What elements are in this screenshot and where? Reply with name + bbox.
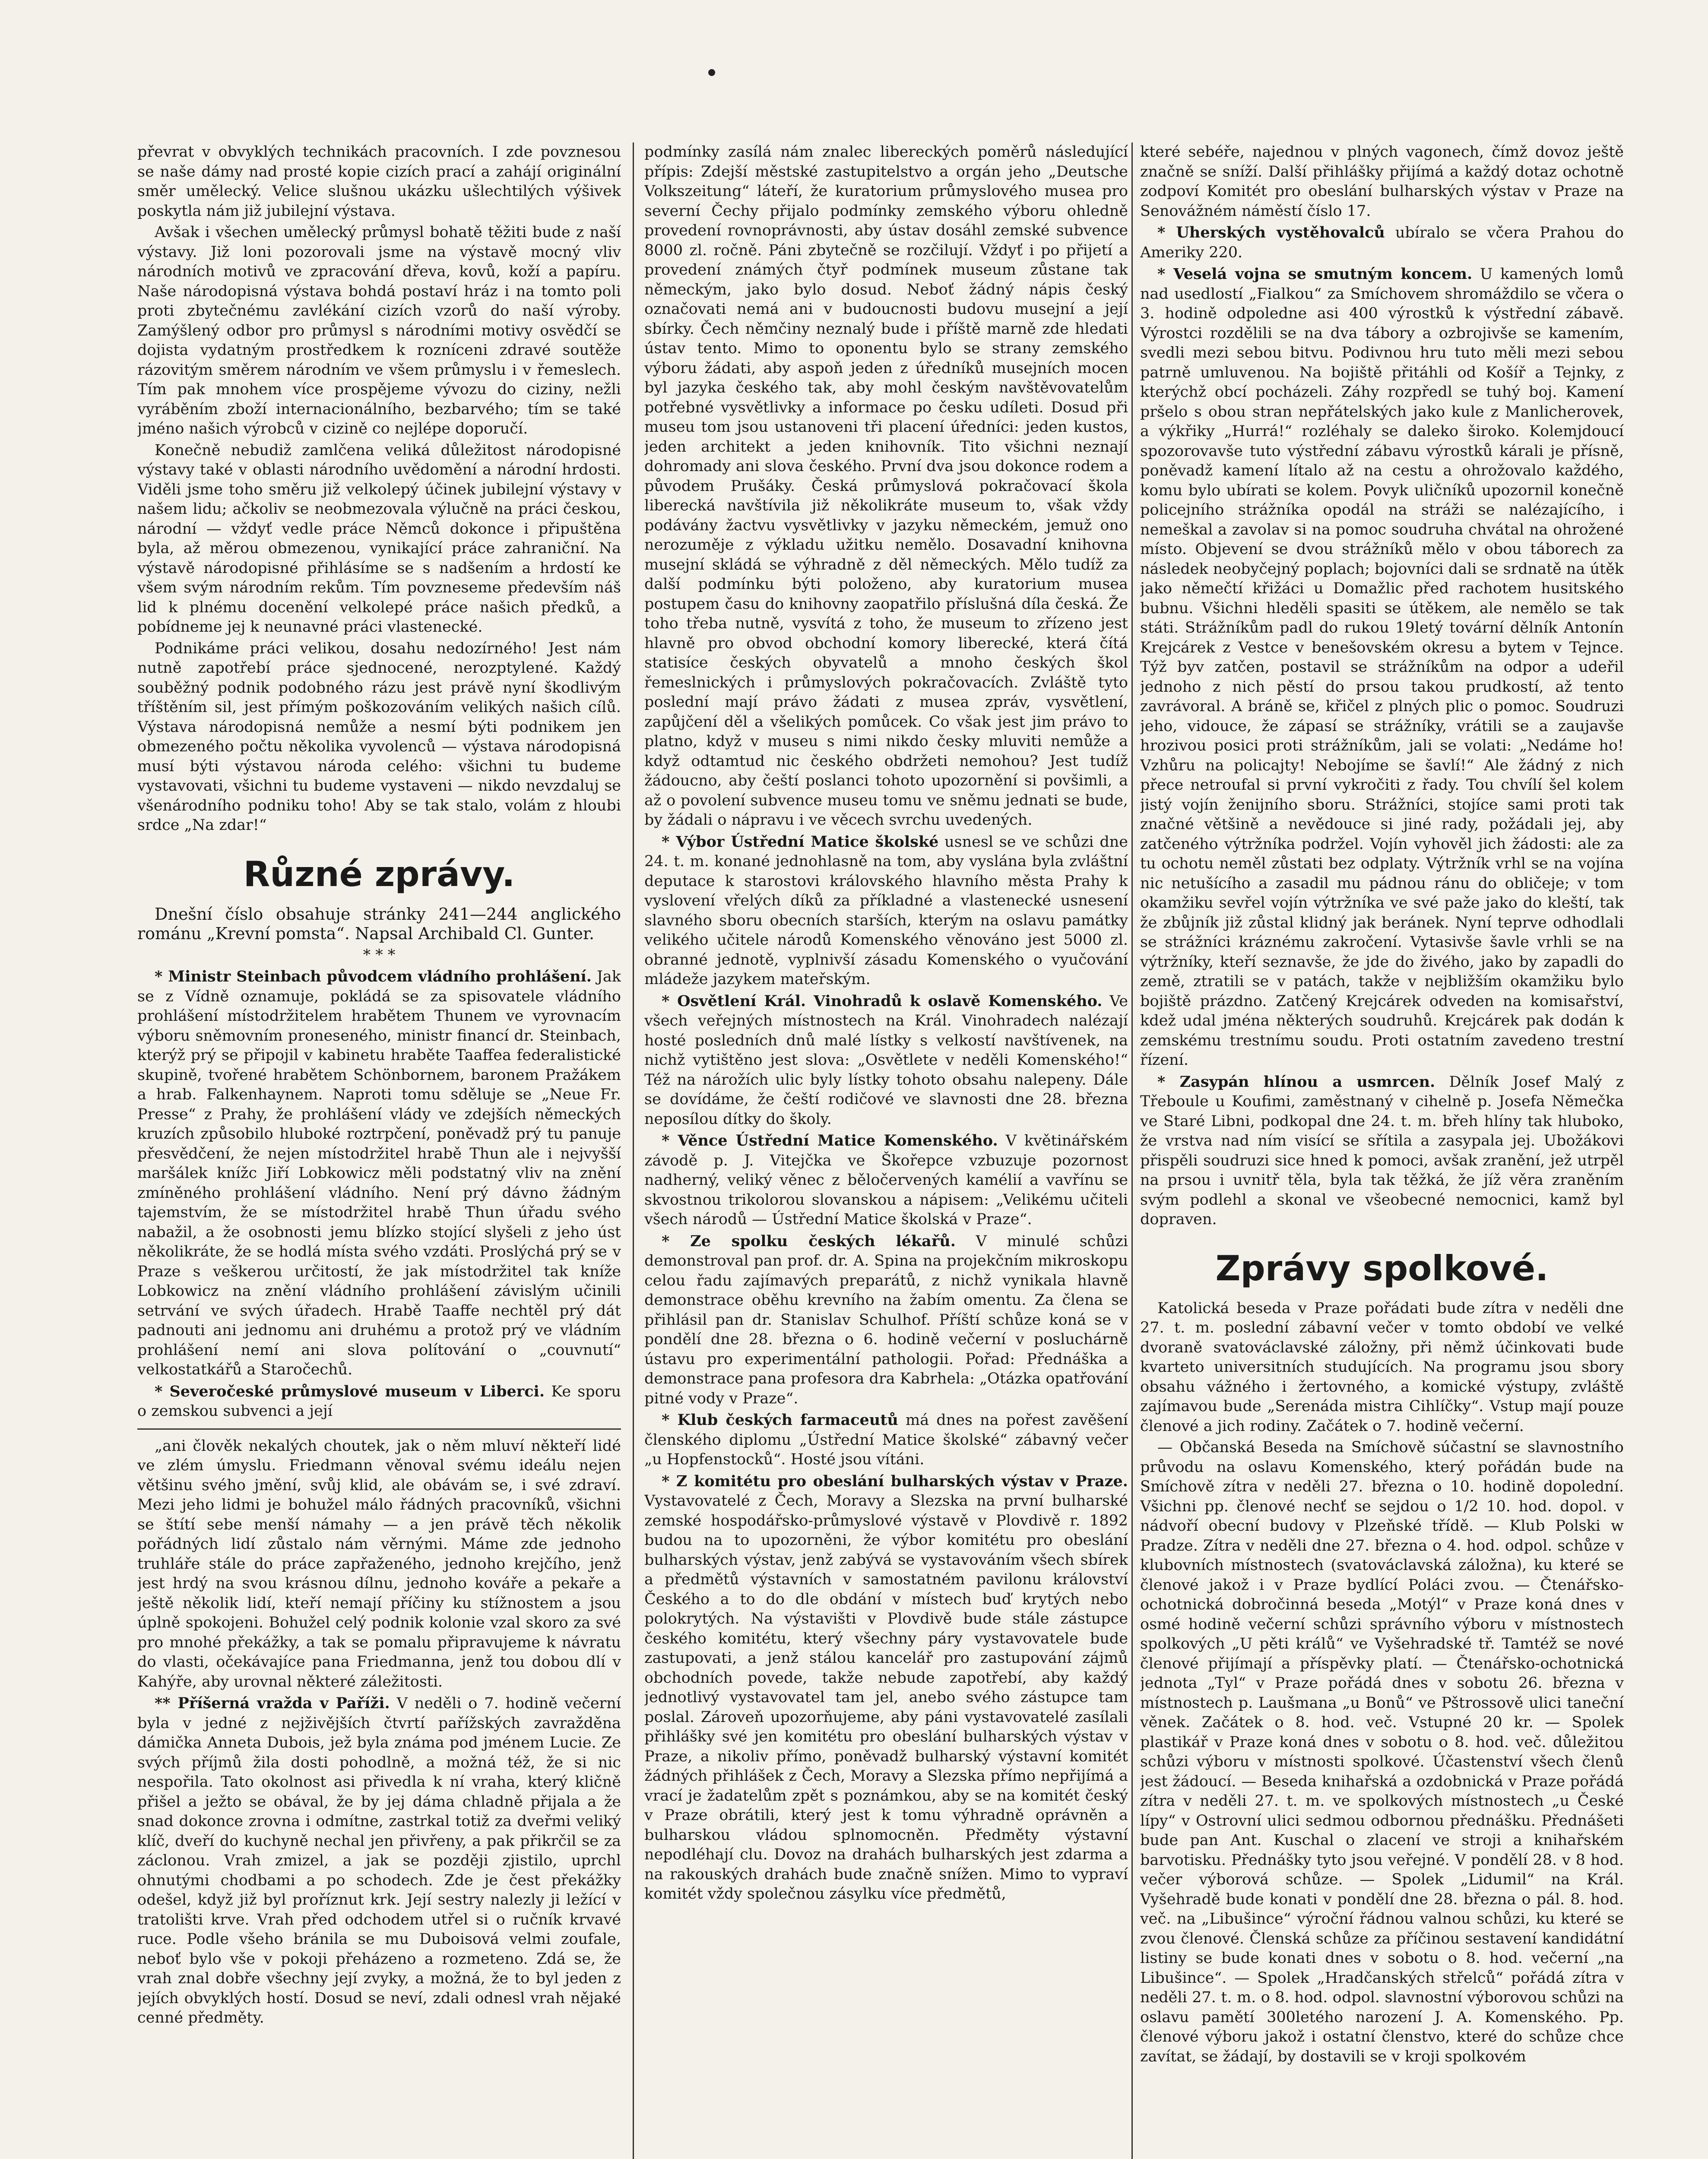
news-headline: * Veselá vojna se smutným koncem. [1157,265,1473,283]
article-paragraph: Avšak i všechen umělecký průmysl bohatě těžiti bude z naší výstavy. Již loni pozorovali jsme na výstavě mocný vliv národních motivů ve zpracování dřeva, kovů, koží a papíru. Naše národopisná výstava bohdá postaví hráz i na tomto poli proti zbytečnému zavlékání cizích vzorů do naší výroby. Zamýšlený odbor pro průmysl s národními motivy osvědčí se dojista vydatným prostředkem k rozníceni zdravé soutěže rázovitým směrem národním ve všem průmyslu i v řemeslech. Tím pak mnohem více prospějeme vývozu do ciziny, nežli vyráběním zboží internacionálního, bezbarvého; tím se také jméno našich výrobců v cizině co nejlépe doporučí. [137,224,621,437]
article-paragraph: Konečně nebudiž zamlčena veliká důležitost národopisné výstavy také v oblasti národního uvědomění a národní hrdosti. Viděli jsme toho směru již velkolepý účinek jubilejní výstavy v našem lidu; ačkoliv se neobmezovala výlučně na práci českou, národní — vždyť vedle práce Němců dokonce i připuštěna byla, až měrou obmezenou, vynikající práce zahraniční. Na výstavě národopisné přihlásíme se s nadšením a hrdostí ke všem svým národním rekům. Tím povzneseme především náš lid k plnému docenění velkolepé práce našich předků, a pobídneme jej k neunavné práci vlastenecké. [137,441,621,636]
news-item-museum [137,1382,621,1421]
news-item-vystehovalcu [1140,223,1624,263]
news-item-matice [644,832,1128,990]
news-body: V květinářském závodě p. J. Vitejčka ve Škořepce vzbuzuje pozornost nadherný, veliký věnec z běločervených kamélií a vavřínu se skvostnou trikolorou slovanskou a nápisem: „Velikému učiteli všech národů — Ústřední Matice školská v Praze“. [644,1132,1128,1228]
news-headline: * Uherských vystěhovalců [1157,224,1385,241]
article-paragraph: převrat v obvyklých technikách pracovních. I zde povznesou se naše dámy nad prosté kopie cizích prací a zahájí originální směr umělecký. Velice slušnou ukázku ušlechtilých výšivek poskytla nám již jubilejní výstava. [137,143,621,220]
section-title-ruzne-zpravy: Různé zprávy. [243,854,515,894]
news-item-bulhar [644,1472,1128,1904]
news-continuation: které sebéře, najednou v plných vagonech, čímž dovoz ještě značně se sníží. Další přihlášky přijímá a každý dotaz ochotně zodpoví Komitét pro obeslání bulharských výstav v Praze na Senovážném náměstí číslo 17. [1140,143,1624,220]
news-headline: * Výbor Ústřední Matice školské [662,833,939,851]
feuilleton-text: „ani člověk nekalých choutek, jak o něm mluví někteří lidé ve zlém úmyslu. Friedmann věnoval svému ideálu nejen většinu svého jmění, svůj klid, ale obávám se, i své zdraví. Mezi jeho lidmi je bohužel málo řádných pracovníků, všichni se štítí sebe menší námahy — a jen právě těch několik pořádných lidí zůstalo nám věrnými. Máme zde jednoho truhláře stále do práce zapřaženého, jednoho krejčího, jenž jest hrdý na svou krásnou dílnu, jednoho kováře a pekaře a ještě několik lidí, kteří nemají příčiny ku stížnostem a jsou úplně spokojeni. Bohužel celý podnik kolonie vzal skoro za své pro mnohé překážky, a tak se pomalu připravujeme k návratu do vlasti, očekávajíce pana Friedmanna, jenž tou dobou dlí v Kahýře, aby urovnal některé záležitosti. [137,1437,621,1690]
news-headline: * Zasypán hlínou a usmrcen. [1157,1073,1435,1091]
feuilleton-divider [137,1428,621,1430]
society-news: — Občanská Beseda na Smíchově súčastní se slavnostního průvodu na oslavu Komenského, který pořádán bude na Smíchově zítra v neděli 27. března o 10. hodině dopolední. Všichni pp. členové nechť se sejdou o 1/2 10. hod. dopol. v nádvoří obecní budovy v Plzeňské třídě. — Klub Polski w Pradze. Zítra v neděli dne 27. března o 4. hod. odpol. schůze v klubovních místnostech (svatováclavská záložna), ku které se členové jakož i v Praze bydlící Poláci zvou. — Čtenářsko-ochotnická dobročinná beseda „Motýl“ v Praze koná dnes v osmé hodině večerní schůzi správního výboru v místnostech spolkových „U pěti králů“ ve Vyšehradské tř. Tamtéž se nové členové přijímají a příspěvky platí. — Čtenářsko-ochotnická jednota „Tyl“ v Praze pořádá dnes v sobotu 26. března v místnostech p. Laušmana „u Bonů“ ve Pštrossově ulici taneční věnek. Začátek o 8. hod. več. Vstupné 20 kr. — Spolek plastikář v Praze koná dnes v sobotu o 8. hod. več. důležitou schůzi výboru v místnosti spolkové. Účastenství všech členů jest žádoucí. — Beseda knihařská a ozdobnická v Praze pořádá zítra v neděli 27. t. m. ve spolkových místnostech „u České lípy“ v Ostrovní ulici sedmou odbornou přednášku. Přednášeti bude pan Ant. Kuschal o zlacení ve stroji a knihařském barvotisku. Přednášky tyto jsou veřejné. V pondělí 28. v 8 hod. večer výborová schůze. — Spolek „Lidumil“ na Král. Vyšehradě bude konati v pondělí dne 28. března o pál. 8. hod. več. na „Libušince“ výroční řádnou valnou schůzi, ku které se zvou členové. Členská schůze za příčinou sestavení kandidátní listiny se bude konati dnes v sobotu o 8. hod. večerní „na Libušince“. — Spolek „Hradčanských střelců“ pořádá zítra v neděli 27. t. m. o 8. hod. odpol. slavnostní výborovou schůzi na oslavu pamětí 300letého narození J. A. Komenského. Pp. členové výboru jakož i ostatní členstvo, které do schůze chce zavítat, se žádají, by dostavili se v kroji spolkovém [1140,1439,1624,2065]
society-news: Katolická beseda v Praze pořádati bude zítra v neděli dne 27. t. m. poslední zábavní večer v tomto období ve velké dvoraně svatováclavské záložny, při němž účinkovati bude kvarteto universitních studujících. Na programu jsou sbory obsahu vážného i žertovného, a komické výstupy, zvláště zajímavou bude „Serenáda mistra Cihlíčky“. Vstup mají pouze členové a jich rodiny. Začátek o 7. hodině večerní. [1140,1299,1624,1435]
column-3 [1140,142,1624,2159]
news-body: ubíralo se včera Prahou do Ameriky 220. [1140,224,1624,261]
news-headline: * Severočeské průmyslové museum v Liberci. [155,1382,545,1400]
news-body: Jak se z Vídně oznamuje, pokládá se za spisovatele vládního prohlášení místodržitelem hrabětem Thunem ve vyrovnacím výboru sněmovním proneseného, ministr financí dr. Steinbach, kterýž prý se připojil v kabinetu hraběte Taaffea federalistické skupině, tvořené hrabětem Schönbornem, baronem Pražákem a hrab. Falkenhaynem. Naproti tomu sděluje se „Neue Fr. Presse“ z Prahy, že prohlášení vlády ve zdejších německých kruzích způsobilo hluboké roztrpčení, poněvadž prý tu panuje přesvědčení, že nejen místodržitel hrabě Thun ale i nejvyšší maršálek knížc Jiří Lobkowicz měli podstatný vliv na znění zmíněného prohlášení vládního. Není prý dávno žádným tajemstvím, že se místodržitel hrabě Thun úřadu svého nabažil, a že osobnosti jemu blízko stojící slyšeli z jeho úst několikráte, že se hodlá místa svého vzdáti. Proslýchá prý se v Praze s veškerou určitostí, že jak místodržitel tak kníže Lobkowicz na znění vládního prohlášení závislým učinili setrvání ve svých úřadech. Hrabě Taaffe nechtěl prý dát padnouti ani jednomu ani druhému a protož prý ve vládním prohlášení nemí ani slova polítování o „couvnutí“ velkostatkářů a Staročechů. [137,968,621,1378]
column-divider [1131,142,1133,2159]
news-body: má dnes na pořest zavěšení členského diplomu „Ústřední Matice školské“ zábavný večer „u Hopfenstocků“. Hosté jsou vítáni. [644,1412,1128,1468]
news-body: Ke sporu o zemskou subvenci a její [137,1383,621,1420]
column-2 [644,142,1128,2159]
news-item-hlina [1140,1072,1624,1230]
news-headline: * Ministr Steinbach původcem vládního prohlášení. [155,968,592,985]
news-body: U kamených lomů nad usedlostí „Fialkou“ za Smíchovem shromáždilo se včera o 3. hodině odpoledne asi 400 výrostků k výstřední zábavě. Výrostci rozdělili se na dva tábory a ozbrojivše se kamením, svedli mezi sebou bitvu. Podivnou hru tuto měli mezi sebou patrně umluvenou. Na bojiště přitáhli od Košíř a Tejnky, z kterýchž obcí pocházeli. Záhy rozpředl se tuhý boj. Kamení pršelo s obou stran nepřátelských jako kule z Manlicherovek, a výkřiky „Hurrá!“ rozléhaly se daleko široko. Kolemjdoucí spozorovavše tuto výstřední zábavu výrostků kárali je přísně, poněvadž kamení lítalo až na cestu a ohrožovalo každého, komu bylo ubírati se kolem. Povyk uličníků upozornil konečně policejního strážníka opodál na stráži se nalézajícího, i nemeškal a zavolav si na pomoc soudruha chvátal na ohrožené místo. Objevení se dvou strážníků mělo v obou táborech za následek neobyčejný poplach; bojovníci dali se srdnatě na útěk jako němečtí křižáci u Domažlic před rachotem husitského bubnu. Všichni hleděli spasiti se útěkem, ale nemělo se tak státi. Strážníkům padl do rukou 19letý tovární dělník Antonín Krejcárek z Vestce v benešovském okresu a bytem v Tejnce. Týž byv zatčen, postavil se strážníkům na odpor a udeřil jednoho z nich pěstí do prsou takou prudkostí, až tento zavrávoral. A bráně se, křičel z plných plic o pomoc. Soudruzi jeho, vidouce, že zápasí se strážníky, vrátili se a zaujavše hrozivou posici proti strážníkům, jali se volati: „Nedáme ho! Vzhůru na policajty! Nebojíme se šavlí!“ Ale žádný z nich přece netroufal si první vykročiti z řady. Tou chvílí šel kolem jistý vojín ženijního sboru. Strážníci, stojíce sami proti tak značné většině a nevědouce si jiné rady, požádali jej, aby zatčeného výtržníka podržel. Vojín vyhověl jich žádosti: ale za tu ochotu neměl zůstati bez odplaty. Výtržník vrhl se na vojína nic netušícího a zasadil mu pádnou ránu do obličeje; v tom okamžiku sevřel vojín výtržníka ve své paže jako do kleští, tak že zbůjník již zůstal klidný jak beránek. Nyní teprve odhodlali se strážníci kráznému zakročení. Vytasivše šavle vrhli se na výtržníky, kteří seznavše, že jde do živého, jako by zapadli do země, ztratili se v patách, takže v nejbližším okamžiku bylo bojiště prázdno. Zatčený Krejcárek odveden na komisařství, kdež udal jména některých soudruhů. Krejcárek pak dodán k zemskému trestnímu soudu. Proti ostatním zavedeno trestní řízení. [1140,266,1624,1069]
news-headline: * Klub českých farmaceutů [662,1411,898,1429]
news-body: Dělník Josef Malý z Třeboule u Koufimi, zaměstnaný v cihelně p. Josefa Němečka ve Staré Libni, podkopal dne 24. t. m. břeh hlíny tak hluboko, že vrstva nad ním visící se sřítila a zasypala jej. Ubožákovi přispěli soudruzi sice hned k pomoci, avšak zranění, jež utrpěl na prsou i uvnitř těla, byla tak těžká, že jíž věra zraněním svým podlehl a skonal ve všeobecné nemocnici, kamž byl dopraven. [1140,1073,1624,1228]
news-continuation: podmínky zasílá nám znalec libereckých poměrů následující přípis: Zdejší městské zastupitelstvo a orgán jeho „Deutsche Volkszeitung“ láteří, že kuratorium průmyslového musea pro severní Čechy přijalo podmínky zemského výboru ohledně provedení rovnoprávnosti, aby ústav dosáhl zemské subvence 8000 zl. ročně. Páni zbytečně se rozčilují. Vždyť i po přijetí a provedení známých čtyř podmínek museum zůstane tak německým, jako bylo dosud. Neboť žádný nápis český označovati nemá ani v budoucnosti budovu musejní a její sbírky. Čech němčiny neznalý bude i příště marně zde hledati ústav tento. Mimo to oponentu bylo se strany zemského výboru žádati, aby aspoň jeden z úředníků musejních mocen byl jazyka českého tak, aby mohl českým navštěvovatelům potřebné vysvětlivky a informace po česku udíleti. Dosud při museu tom jsou ustanoveni tři placení úředníci: jeden kustos, jeden architekt a jeden knihovník. Tito všichni neznají dohromady ani slova českého. První dva jsou dokonce rodem a původem Prušáky. Česká průmyslová pokračovací škola liberecká navštívila již několikráte museum to, však vždy podávány žactvu vysvětlivky v jazyku německém, jemuž ono nerozuměje z výkladu užitku nemělo. Dosavadní knihovna musejní skládá se výhradně z děl německých. Mělo tudíž za další podmínku býti položeno, aby kuratorium musea postupem času do knihovny zaopatřilo příslušná díla česká. Že toho třeba nutně, vysvítá z toho, že museum to zřízeno jest hlavně pro obvod obchodní komory liberecké, která čítá statisíce českých obyvatelů a mnoho českých škol řemeslnických i průmyslových pokračovacích. Zvláště tyto poslední mají právo žádati z musea zpráv, vysvětlení, zapůjčení děl a všelikých pomůcek. Co však jest jim právo to platno, když v museu s nimi nikdo česky mluviti nemůže a když odtamtud nic českého obdržeti nemohou? Jest tudíž žádoucno, aby čeští poslanci tohoto upozornění si povšimli, a až o povolení subvence museu tomu ve sněmu jednati se bude, by žádali o nápravu i ve věcech svrchu uvedených. [644,143,1128,829]
section-title-zpravy-spolkove: Zprávy spolkové. [1215,1248,1549,1288]
column-1 [137,142,621,2159]
news-item-steinbach [137,967,621,1380]
news-item-lekaru [644,1231,1128,1409]
news-item-vinohrady [644,991,1128,1130]
novel-notice: Dnešní číslo obsahuje stránky 241—244 anglického románu „Krevní pomsta“. Napsal Archibald Cl. Gunter. [137,904,621,943]
news-headline: * Ze spolku českých lékařů. [662,1232,956,1250]
print-mark [708,69,715,76]
news-body: Vystavovatelé z Čech, Moravy a Slezska na první bulharské zemské hospodářsko-průmyslové výstavě v Plovdivě r. 1892 budou na to upozorněni, že výbor komitétu pro obeslání bulharských výstav, jenž zabývá se vystavováním všech sbírek a předmětů výstavních v samostatném pavilonu království Českého a to do dle obdání v místech buď krytých nebo polokrytých. Na výstavišti v Plovdivě bude stále zástupce českého komitétu, který všechny páry vystavovatele bude zastupovati, a jenž stálou kancelář pro zastupování zájmů obchodních povede, takže nebude zapotřebí, aby každý jednotlivý vystavovatel tam jel, anebo svého zástupce tam poslal. Zároveň upozorňujeme, aby páni vystavovatelé zasílali přihlášky své jen komitétu pro obeslání bulharských výstav v Praze, a nikoliv přímo, poněvadž bulharský výstavní komitét žádných přihlášek z Čech, Moravy a Slezska přímo nepřijímá a vrací je žadatelům zpět s poznámkou, aby se na komitét český v Praze obrátili, který jest k tomu výhradně oprávněn a bulharskou vládou splnomocněn. Předměty výstavní nepodléhají clu. Dovoz na drahách bulharských jest zdarma a na rakouských drahách bude značně snížen. Mimo to vypraví komitét vždy společnou zásylku více předmětů, [644,1492,1128,1903]
news-body: usnesl se ve schůzi dne 24. t. m. konané jednohlasně na tom, aby vyslána byla zvláštní deputace k starostovi královského hlavního města Prahy k vyslovení vřelých díků za příkladné a vlastenecké usnesení slavného sboru obecních starších, kterým na oslavu památky velikého učitele národů Komenského věnováno jest 5000 zl. obranné jednotě, vyplnivší zásadu Komenského o vyučování mládeže jazykem mateřským. [644,833,1128,988]
news-body: V minulé schůzi demonstroval pan prof. dr. A. Spina na projekčním mikroskopu celou řadu zajímavých preparátů, z nichž vynikala hlavně demonstrace oběhu krevního na žabím omentu. Za člena se přihlásil pan dr. Stanislav Schulhof. Příští schůze koná se v pondělí dne 28. března o 6. hodině večerní v posluchárně ústavu pro experimentální pathologii. Pořad: Přednáška a demonstrace pana profesora dra Kabrhela: „Otázka opatřování pitné vody v Praze“. [644,1232,1128,1407]
column-divider [633,142,634,2159]
news-item-farmaceutu [644,1410,1128,1470]
news-headline: * Z komitétu pro obeslání bulharských výstav v Praze. [662,1472,1128,1490]
news-headline: ** Příšerná vražda v Paříži. [155,1694,390,1712]
news-item-vojna [1140,264,1624,1070]
news-headline: * Věnce Ústřední Matice Komenského. [662,1132,998,1149]
news-headline: * Osvětlení Král. Vinohradů k oslavě Komenského. [662,992,1103,1010]
news-body: Ve všech veřejných místnostech na Král. Vinohradech nalézají hosté posledních dnů malé lístky s velkostí navštívenek, na nichž vytištěno jest slova: „Osvětlete v neděli Komenského!“ Též na nárožích ulic byly lístky tohoto obsahu nalepeny. Dále se dovídáme, že čeští rodičové ve slavnosti dne 28. března neposílou dítky do školy. [644,992,1128,1128]
news-item-paris [137,1694,621,2028]
news-item-vence [644,1131,1128,1230]
separator-stars: * * * [363,946,396,964]
news-body: V neděli o 7. hodině večerní byla v jedné z nejživějších čtvrtí pařížských zavražděna dámička Anneta Dubois, jež byla známa pod jménem Lucie. Ze svých příjmů žila dosti pohodlně, a možná též, že si nic nespořila. Tato okolnost asi přivedla k ní vraha, který kličně přišel a ježto se obával, že by jej dáma chladně přijala a že snad dokonce zrovna i odmítne, zastrkal totiž za dveřmi veliký klíč, dveří do kuchyně nechal jen přivřeny, a pak přikrčil se za záclonou. Vrah zmizel, a jak se později zjistilo, uprchl ohnutými chodbami a po schodech. Zde je čest překážky odešel, když již byl proříznut krk. Její sestry nalezly ji ležící v tratolišti krve. Vrah před odchodem utřel si o ručník krvavé ruce. Podle všeho bránila se mu Duboisová velmi zoufale, neboť bylo vše v pokoji přeházeno a rozmeteno. Zdá se, že vrah znal dobře všechny její zvyky, a možná, že to byl jeden z jejích obvyklých hostí. Dosud se neví, zdali odnesl vrah nějaké cenné předměty. [137,1695,621,2026]
article-paragraph: Podnikáme práci velikou, dosahu nedozírného! Jest nám nutně zapotřebí práce sjednocené, nerozptylené. Každý souběžný podnik podobného rázu jest právě nyní škodlivým tříštěním sil, jest přímým poškozováním velikých našich cílů. Výstava národopisná nemůže a nesmí býti podnikem jen obmezeného počtu několika vyvolenců — výstava národopisná musí býti výstavou národa celého: všichni tu budeme vystavovati, všichni tu budeme vystaveni — nikdo nevzdaluj se všenárodního podniku toho! Aby se tak stalo, volám z hloubi srdce „Na zdar!“ [137,639,621,834]
